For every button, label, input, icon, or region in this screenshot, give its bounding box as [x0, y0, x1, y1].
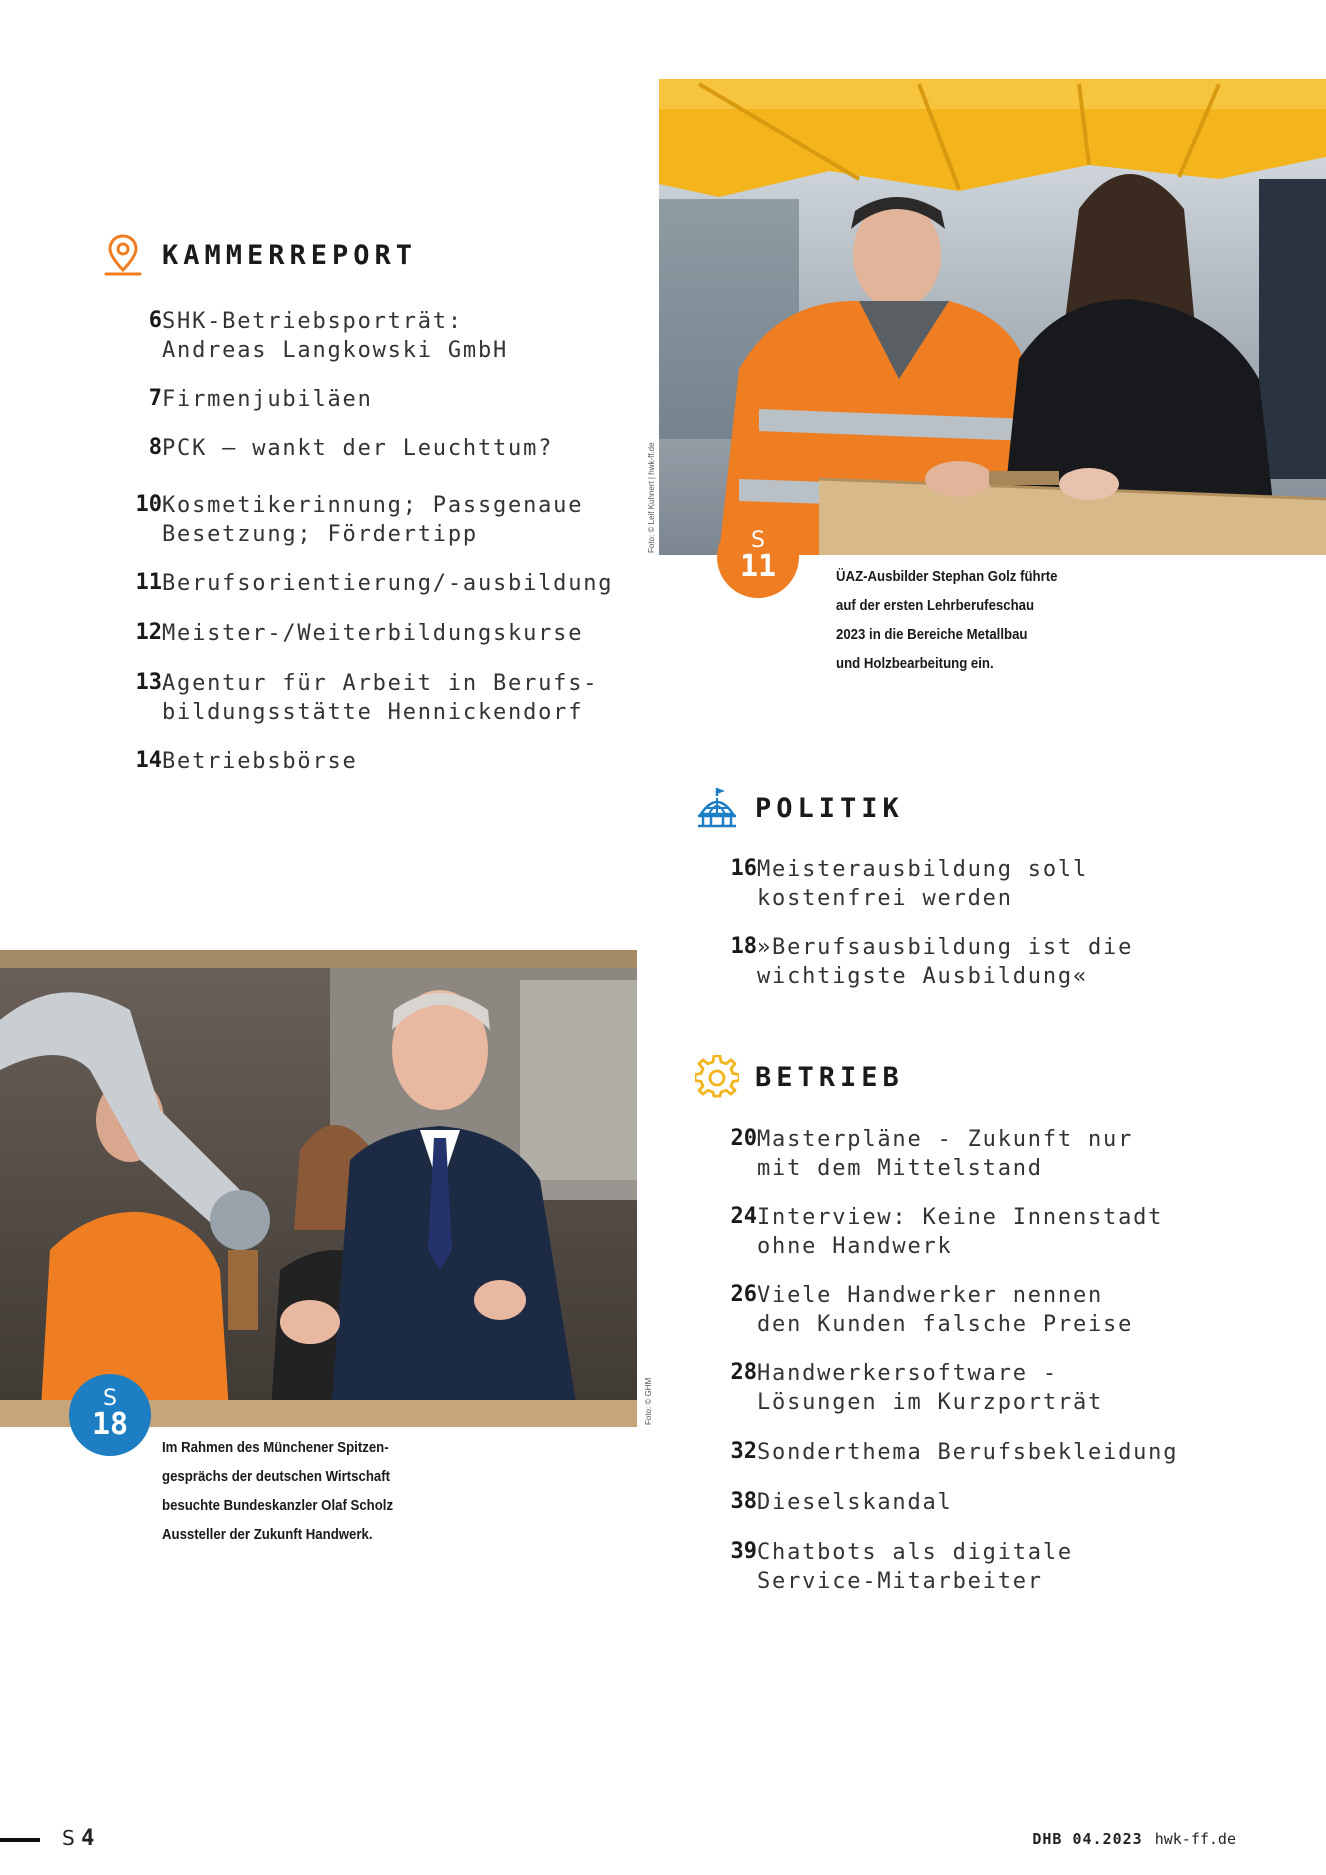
- gear-icon: [695, 1055, 739, 1099]
- caption-line: ÜAZ-Ausbilder Stephan Golz führte: [836, 568, 1058, 585]
- toc-page-number: 38: [730, 1489, 757, 1514]
- page-badge-11[interactable]: [717, 516, 799, 598]
- toc-page-number: 24: [730, 1204, 757, 1229]
- toc-title: Meisterausbildung soll kostenfrei werden: [757, 857, 1088, 911]
- section-heading-politik: [695, 786, 904, 830]
- photo-chancellor-robot-arm: [0, 950, 637, 1427]
- toc-page-number: 32: [730, 1439, 757, 1464]
- toc-page-number: 7: [148, 386, 162, 411]
- photo-caption-top: [836, 562, 1057, 678]
- footer-page-value: 4: [81, 1826, 95, 1851]
- toc-page-number: 20: [730, 1126, 757, 1151]
- caption-line: Im Rahmen des Münchener Spitzen-: [162, 1439, 389, 1456]
- toc-title: Kosmetikerinnung; Passgenaue Besetzung; Fördertipp: [162, 493, 584, 547]
- photo-training-workshop: [659, 79, 1326, 555]
- caption-line: 2023 in die Bereiche Metallbau: [836, 626, 1028, 643]
- footer-rule: [0, 1838, 40, 1842]
- toc-page-number: 8: [148, 435, 162, 460]
- toc-title: Agentur für Arbeit in Berufs- bildungsstätte Hennickendorf: [162, 671, 599, 725]
- badge-page-number: 11: [739, 549, 777, 584]
- section-heading-betrieb: [695, 1055, 904, 1099]
- toc-title: Berufsorientierung/-ausbildung: [162, 571, 614, 596]
- footer-issue-label: DHB 04.2023: [1032, 1830, 1143, 1848]
- toc-title: Dieselskandal: [757, 1490, 953, 1515]
- toc-page-number: 39: [730, 1539, 757, 1564]
- footer-site[interactable]: hwk-ff.de: [1154, 1830, 1236, 1848]
- caption-line: Aussteller der Zukunft Handwerk.: [162, 1526, 373, 1543]
- toc-title: SHK-Betriebsporträt: Andreas Langkowski GmbH: [162, 309, 509, 363]
- toc-page-number: 28: [730, 1360, 757, 1385]
- section-title: POLITIK: [755, 792, 904, 824]
- toc-page-number: 11: [135, 570, 162, 595]
- toc-page-number: 6: [148, 308, 162, 333]
- section-title: KAMMERREPORT: [162, 239, 418, 271]
- badge-prefix: S: [751, 528, 765, 553]
- toc-title: Betriebsbörse: [162, 749, 358, 774]
- photo-credit: Foto: © GHM: [644, 1377, 653, 1425]
- toc-title: Chatbots als digitale Service-Mitarbeiter: [757, 1540, 1073, 1594]
- page-badge-18[interactable]: [69, 1374, 151, 1456]
- toc-page-number: 12: [135, 620, 162, 645]
- toc-page-number: 10: [135, 492, 162, 517]
- toc-page-number: 13: [135, 670, 162, 695]
- caption-line: und Holzbearbeitung ein.: [836, 655, 994, 672]
- toc-page-number: 18: [730, 934, 757, 959]
- toc-title: Handwerkersoftware - Lösungen im Kurzporträt: [757, 1361, 1104, 1415]
- toc-title: Interview: Keine Innenstadt ohne Handwerk: [757, 1205, 1164, 1259]
- section-heading-kammerreport: [100, 232, 417, 278]
- toc-title: »Berufsausbildung ist die wichtigste Ausbildung«: [757, 935, 1134, 989]
- toc-title: Meister-/Weiterbildungskurse: [162, 621, 584, 646]
- toc-title: PCK – wankt der Leuchttum?: [162, 436, 554, 461]
- toc-page-number: 16: [730, 856, 757, 881]
- toc-title: Viele Handwerker nennen den Kunden falsche Preise: [757, 1283, 1134, 1337]
- footer-page-number: [62, 1826, 94, 1851]
- badge-page-number: 18: [91, 1407, 129, 1442]
- caption-line: besuchte Bundeskanzler Olaf Scholz: [162, 1497, 394, 1514]
- badge-prefix: S: [103, 1386, 117, 1411]
- location-pin-icon: [100, 232, 146, 278]
- photo-caption-bottom: [162, 1433, 393, 1549]
- toc-title: Sonderthema Berufsbekleidung: [757, 1440, 1179, 1465]
- footer-page-prefix: S: [62, 1826, 75, 1850]
- section-title: BETRIEB: [755, 1061, 904, 1093]
- footer-issue: [1032, 1830, 1236, 1848]
- caption-line: auf der ersten Lehrberufeschau: [836, 597, 1035, 614]
- toc-page-number: 14: [135, 748, 162, 773]
- photo-credit: Foto: © Leif Kuhnert | hwk-ff.de: [647, 442, 656, 553]
- toc-page-number: 26: [730, 1282, 757, 1307]
- toc-title: Masterpläne - Zukunft nur mit dem Mittelstand: [757, 1127, 1134, 1181]
- caption-line: gesprächs der deutschen Wirtschaft: [162, 1468, 391, 1485]
- parliament-dome-icon: [695, 786, 739, 830]
- toc-title: Firmenjubiläen: [162, 387, 373, 412]
